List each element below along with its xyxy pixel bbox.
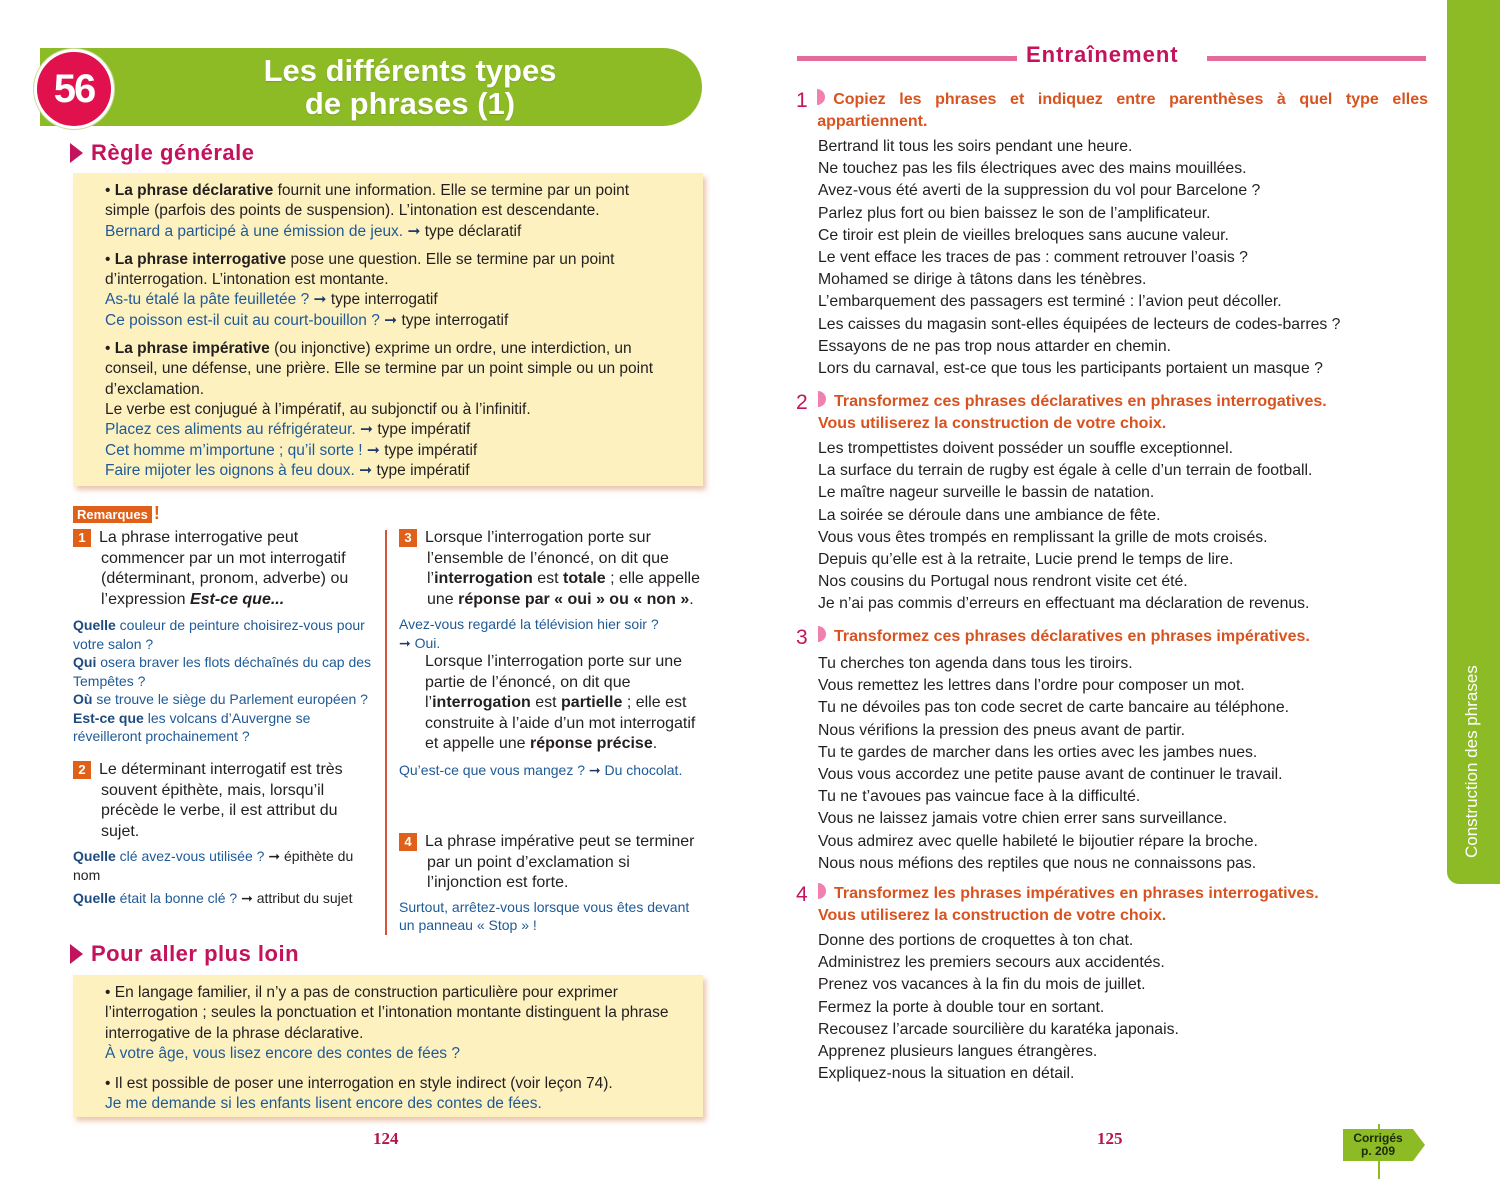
half-disc-icon	[818, 391, 826, 407]
arrow-icon: ➞	[241, 890, 253, 906]
arrow-icon: ➞	[407, 222, 421, 240]
arrow-icon: ➞	[399, 634, 411, 651]
sentence-item: Nous vérifions la pression des pneus avant de partir.	[818, 721, 1186, 739]
exercise-4: 4 Transformez les phrases impératives en phrases interrogatives. Vous utiliserez la construction de votre choix. Donne des portions de croquettes à ton chat. Administrez les premiers secours aux accidentés. Prenez vos vacances à la fin du mois de juillet. Fermez la porte à double tour en sortant. Recousez l’arcade sourcilière du karatéka japonais. Apprenez plusieurs langues étrangères. Expliquez-nous la situation en détail.	[796, 883, 1428, 1085]
sentence-item: Le vent efface les traces de pas : comment retrouver l’oasis ?	[818, 249, 1248, 267]
sentence-item: Ce tiroir est plein de vieilles breloques sans aucune valeur.	[818, 226, 1229, 244]
rule-interrogative: • La phrase interrogative pose une question. Elle se termine par un point d’interrogation. L’intonation est montante. As-tu étalé la pâte feuilletée ? ➞ type interrogatif Ce poisson est-il cuit au court-bouillon ? ➞ type interrogatif	[105, 250, 615, 329]
remarque-4: 4 La phrase impérative peut se terminer par un point d’exclamation si l’injonction est forte. Surtout, arrêtez-vous lorsque vous êtes devant un panneau « Stop » !	[399, 833, 695, 933]
arrow-icon: ➞	[313, 291, 327, 309]
sentence-item: Tu ne t’avoues pas vaincue face à la difficulté.	[818, 788, 1141, 806]
rule-declarative: • La phrase déclarative fournit une information. Elle se termine par un point simple (parfois des points de suspension). L’intonation est descendante. Bernard a participé à une émission de jeux. ➞ type déclaratif	[105, 182, 630, 240]
column-divider	[385, 530, 387, 935]
exercise-number: 2	[796, 391, 808, 414]
remarque-3: 3 Lorsque l’interrogation porte sur l’ensemble de l’énoncé, on dit que l’interrogation est totale ; elle appelle une réponse par « oui » ou « non ». Avez-vous regardé la télévision hier soir ? ➞ Oui. Lorsque l’interrogation porte sur une partie de l’énoncé, on dit que l’interrogation est partielle ; elle est construite à l’aide d’un mot interrogatif et appelle une réponse précise. Qu’est-ce que vous mangez ? ➞ Du chocolat.	[399, 529, 700, 778]
sentence-item: L’embarquement des passagers est terminé : l’avion peut décoller.	[818, 293, 1282, 311]
sentence-item: Bertrand lit tous les soirs pendant une heure.	[818, 138, 1133, 155]
remarque-number: 1	[73, 529, 91, 547]
sentence-item: Vous admirez avec quelle habileté le bijoutier répare la broche.	[818, 832, 1258, 850]
sentence-item: Le maître nageur surveille le bassin de natation.	[818, 484, 1155, 502]
signpost-arrow-tip	[1413, 1129, 1425, 1161]
sentence-item: Vous remettez les lettres dans l’ordre pour composer un mot.	[818, 677, 1245, 695]
arrow-icon: ➞	[360, 421, 374, 439]
exercise-1: 1 Copiez les phrases et indiquez entre parenthèses à quel type elles appartiennent. Bertrand lit tous les soirs pendant une heure. Ne touchez pas les fils électriques avec des mains mouillées. Avez-vous été averti de la suppression du vol pour Barcelone ? Parlez plus fort ou bien baissez le son de l’amplificateur. Ce tiroir est plein de vieilles breloques sans aucune valeur. Le vent efface les traces de pas : comment retrouver l’oasis ? Mohamed se dirige à tâtons dans les ténèbres. L’embarquement des passagers est terminé : l’avion peut décoller. Les caisses du magasin sont-elles équipées de lecteurs de codes-barres ? Essayons de ne pas trop nous attarder en chemin. Lors du carnaval, est-ce que tous les participants portaient un masque ?	[796, 89, 1428, 380]
arrow-icon: ➞	[588, 761, 601, 778]
rule-box	[73, 173, 703, 486]
sentence-item: Donne des portions de croquettes à ton chat.	[818, 932, 1134, 949]
rule-imperative: • La phrase impérative (ou injonctive) exprime un ordre, une interdiction, un conseil, une défense, une prière. Elle se termine par un point simple ou un point d’exclamation. Le verbe est conjugué à l’impératif, au subjonctif ou à l’infinitif. Placez ces aliments au réfrigérateur. ➞ type impératif Cet homme m’importune ; qu’il sorte ! ➞ type impératif Faire mijoter les oignons à feu doux. ➞ type impératif	[105, 340, 654, 479]
sentence-item: Administrez les premiers secours aux accidentés.	[818, 954, 1165, 972]
sentence-item: Les trompettistes doivent posséder un souffle exceptionnel.	[818, 440, 1234, 457]
remarque-number: 2	[73, 761, 91, 779]
exercise-2: 2 Transformez ces phrases déclaratives en phrases interrogatives. Vous utiliserez la construction de votre choix. Les trompettistes doivent posséder un souffle exceptionnel. La surface du terrain de rugby est égale à celle d’un terrain de football. Le maître nageur surveille le bassin de natation. La soirée se déroule dans une ambiance de fête. Vous vous êtes trompés en remplissant la grille de mots croisés. Depuis qu’elle est à la retraite, Lucie prend le temps de lire. Nos cousins du Portugal nous rendront visite cet été. Je n’ai pas commis d’erreurs en effectuant ma déclaration de revenus.	[796, 391, 1428, 616]
sentence-item: Vous ne laissez jamais votre chien errer sans surveillance.	[818, 810, 1228, 828]
sentence-item: Tu cherches ton agenda dans tous les tiroirs.	[818, 655, 1133, 672]
sentence-item: La surface du terrain de rugby est égale à celle d’un terrain de football.	[818, 462, 1313, 480]
sentence-item: La soirée se déroule dans une ambiance de fête.	[818, 506, 1161, 524]
arrow-icon: ➞	[359, 461, 373, 479]
section-heading-regle: Règle générale	[70, 140, 255, 166]
sentence-item: Mohamed se dirige à tâtons dans les ténèbres.	[818, 271, 1147, 289]
arrow-icon: ➞	[384, 311, 398, 329]
sentence-list	[796, 136, 1428, 380]
sentence-item: Tu te gardes de marcher dans les orties avec les jambes nues.	[818, 743, 1258, 761]
page-number-right: 125	[1097, 1129, 1123, 1148]
sentence-item: Vous vous êtes trompés en remplissant la grille de mots croisés.	[818, 528, 1268, 546]
arrow-icon: ➞	[366, 441, 380, 459]
remarque-number: 4	[399, 833, 417, 851]
half-disc-icon	[818, 626, 826, 642]
sentence-item: Recousez l’arcade sourcilière du karatéka japonais.	[818, 1020, 1179, 1038]
sentence-item: Expliquez-nous la situation en détail.	[818, 1065, 1075, 1083]
remarque-1: 1 La phrase interrogative peut commencer par un mot interrogatif (déterminant, pronom, adverbe) ou l’expression Est-ce que... Quelle couleur de peinture choisirez-vous pour votre salon ? Qui osera braver les flots déchaînés du cap des Tempêtes ? Où se trouve le siège du Parlement européen ? Est-ce que les volcans d’Auvergne se réveilleront prochainement ?	[73, 529, 372, 744]
section-title-entrainement: Entraînement	[1026, 42, 1179, 67]
corriges-signpost[interactable]: Corrigés p. 209	[1343, 1129, 1413, 1161]
sentence-item: Nos cousins du Portugal nous rendront visite cet été.	[818, 573, 1188, 591]
sentence-item: Vous vous accordez une petite pause avant de continuer le travail.	[818, 766, 1283, 784]
sentence-item: Ne touchez pas les fils électriques avec des mains mouillées.	[818, 160, 1247, 178]
sentence-item: Apprenez plusieurs langues étrangères.	[818, 1043, 1098, 1061]
sentence-item: Essayons de ne pas trop nous attarder en chemin.	[818, 337, 1172, 355]
sentence-item: Avez-vous été averti de la suppression du vol pour Barcelone ?	[818, 182, 1261, 200]
sentence-list	[796, 653, 1428, 875]
arrow-icon: ➞	[268, 848, 281, 864]
chevron-right-icon	[70, 143, 83, 163]
half-disc-icon	[818, 883, 826, 899]
sentence-list	[796, 930, 1428, 1085]
exercise-number: 4	[796, 883, 808, 906]
sentence-item: Lors du carnaval, est-ce que tous les participants portaient un masque ?	[818, 360, 1323, 378]
sentence-item: Nous nous méfions des reptiles que nous ne connaissons pas.	[818, 854, 1257, 872]
section-heading-plus-loin: Pour aller plus loin	[70, 941, 299, 967]
sentence-list	[796, 438, 1428, 616]
chevron-right-icon	[70, 944, 83, 964]
sentence-item: Prenez vos vacances à la fin du mois de juillet.	[818, 976, 1146, 994]
lesson-number-badge: 56	[34, 49, 114, 129]
chapter-side-tab-label: Construction des phrases	[1462, 665, 1481, 858]
sentence-item: Fermez la porte à double tour en sortant.	[818, 998, 1105, 1016]
remarques-header: Remarques !	[73, 503, 160, 524]
sentence-item: Je n’ai pas commis d’erreurs en effectuant ma déclaration de revenus.	[818, 595, 1310, 613]
exclamation-icon: !	[153, 503, 160, 523]
remarque-number: 3	[399, 529, 417, 547]
sentence-item: Parlez plus fort ou bien baissez le son de l’amplificateur.	[818, 204, 1211, 222]
sentence-item: Les caisses du magasin sont-elles équipées de lecteurs de codes-barres ?	[818, 315, 1341, 333]
divider-line	[797, 56, 1017, 61]
remarque-2: 2 Le déterminant interrogatif est très souvent épithète, mais, lorsqu’il précède le verbe, il est attribut du sujet. Quelle clé avez-vous utilisée ? ➞ épithète du nom Quelle était la bonne clé ? ➞ attribut du sujet	[73, 761, 354, 906]
exercise-number: 3	[796, 626, 808, 649]
plus-loin-box: • En langage familier, il n’y a pas de construction particulière pour exprimer l’interrogation ; seules la ponctuation et l’intonation montante distinguent la phrase interrogative de la phrase déclarative. À votre âge, vous lisez encore des contes de fées ? • Il est possible de poser une interrogation en style indirect (voir leçon 74). Je me demande si les enfants lisent encore des contes de fées.	[73, 975, 703, 1117]
lesson-title: Les différents types de phrases (1)	[263, 53, 557, 121]
sentence-item: Depuis qu’elle est à la retraite, Lucie prend le temps de lire.	[818, 551, 1234, 569]
signpost-pole	[1378, 1161, 1380, 1179]
exercise-number: 1	[796, 89, 808, 112]
page-number-left: 124	[373, 1129, 399, 1148]
sentence-item: Tu ne dévoiles pas ton code secret de carte bancaire au téléphone.	[818, 699, 1289, 717]
exercise-3: 3 Transformez ces phrases déclaratives en phrases impératives. Tu cherches ton agenda dans tous les tiroirs. Vous remettez les lettres dans l’ordre pour composer un mot. Tu ne dévoiles pas ton code secret de carte bancaire au téléphone. Nous vérifions la pression des pneus avant de partir. Tu te gardes de marcher dans les orties avec les jambes nues. Vous vous accordez une petite pause avant de continuer le travail. Tu ne t’avoues pas vaincue face à la difficulté. Vous ne laissez jamais votre chien errer sans surveillance. Vous admirez avec quelle habileté le bijoutier répare la broche. Nous nous méfions des reptiles que nous ne connaissons pas.	[796, 626, 1428, 875]
half-disc-icon	[817, 89, 825, 105]
divider-line	[1207, 56, 1426, 61]
